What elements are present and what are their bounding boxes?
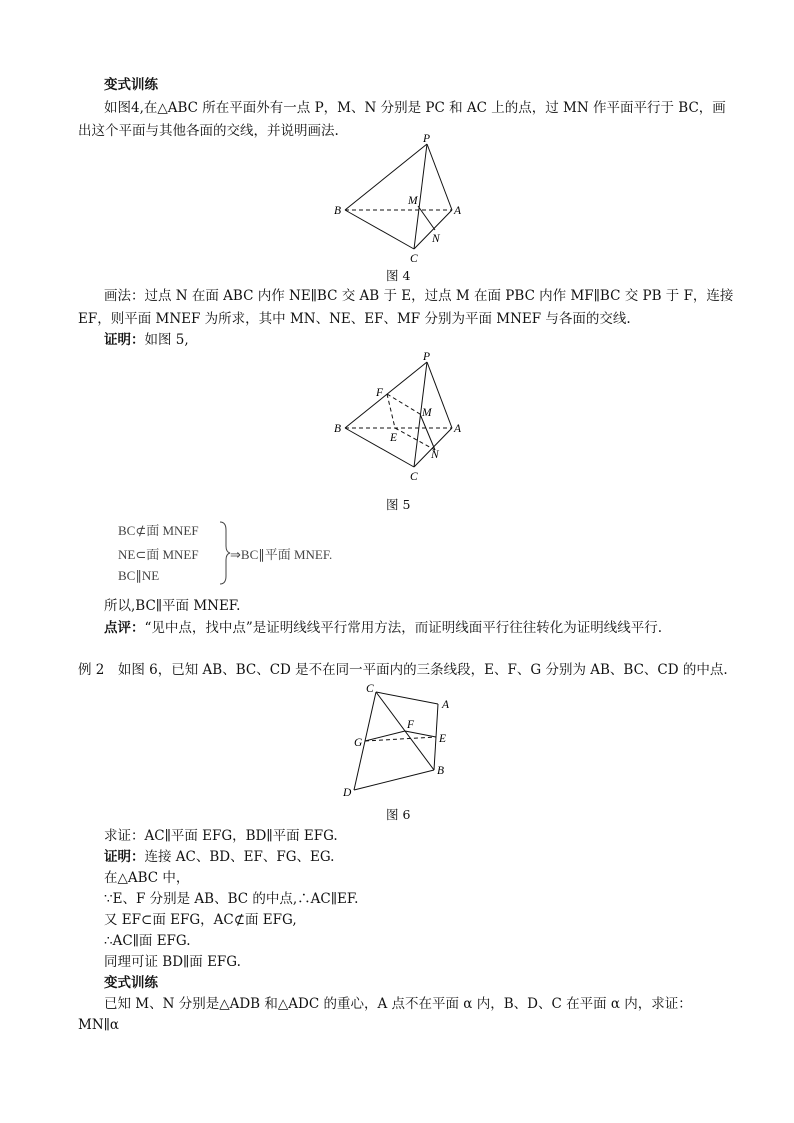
fig6-label-g: G — [354, 737, 363, 749]
fig5-label-f: F — [376, 387, 384, 399]
proof-intro-text: 如图 5, — [144, 332, 189, 348]
example-2-line: 例 2 如图 6，已知 AB、BC、CD 是不在同一平面内的三条线段，E、F、G 分别为 AB、BC、CD 的中点. — [78, 662, 728, 678]
comment-line — [104, 619, 662, 637]
proof-2-line-1 — [104, 848, 334, 866]
figure-4-caption: 图 4 — [386, 268, 411, 283]
figure-5 — [330, 350, 470, 490]
proof-brace-block — [118, 520, 378, 586]
figure-4 — [330, 132, 470, 272]
fig6-label-e: E — [439, 733, 447, 745]
proof-label: 证明： — [104, 332, 145, 348]
figure-5-caption: 图 5 — [386, 497, 411, 512]
fig5-label-e: E — [390, 432, 398, 444]
proof-intro — [104, 331, 189, 349]
proof-2-line-6: 同理可证 BD∥面 EFG. — [104, 954, 241, 970]
prove-statement: 求证：AC∥平面 EFG，BD∥平面 EFG. — [104, 828, 338, 844]
proof-2-line-3: ∵E、F 分别是 AB、BC 的中点,∴AC∥EF. — [104, 891, 359, 907]
exercise-text-line-2: MN∥α — [78, 1017, 119, 1033]
proof-conclusion: ⇒BC∥平面 MNEF. — [230, 547, 333, 562]
conclusion-line: 所以,BC∥平面 MNEF. — [104, 598, 241, 614]
method-text-line-2: EF，则平面 MNEF 为所求，其中 MN、NE、EF、MF 分别为平面 MNEF 与各面的交线. — [78, 311, 631, 327]
fig4-label-n: N — [432, 233, 440, 245]
comment-label: 点评： — [104, 620, 145, 636]
figure-6 — [338, 682, 468, 802]
proof-2-line-5: ∴AC∥面 EFG. — [104, 933, 191, 949]
proof-condition-2: NE⊂面 MNEF — [118, 547, 199, 562]
fig5-label-a: A — [454, 423, 462, 435]
proof-2-line-4: 又 EF⊂面 EFG，AC⊄面 EFG, — [104, 912, 297, 928]
fig4-label-m: M — [408, 195, 418, 207]
exercise-text-line-1: 已知 M、N 分别是△ADB 和△ADC 的重心，A 点不在平面 α 内，B、D、C 在平面 α 内，求证： — [104, 996, 692, 1012]
fig4-label-c: C — [410, 253, 418, 265]
proof-2-label: 证明： — [104, 849, 145, 865]
fig5-label-p: P — [423, 351, 431, 363]
fig4-label-p: P — [423, 133, 431, 145]
fig5-label-m: M — [422, 407, 432, 419]
fig6-label-a: A — [442, 699, 450, 711]
comment-text: “见中点，找中点”是证明线线平行常用方法，而证明线面平行往往转化为证明线线平行. — [144, 620, 663, 636]
proof-condition-1: BC⊄面 MNEF — [118, 523, 199, 538]
heading-variant-training-2: 变式训练 — [104, 975, 158, 991]
heading-variant-training-1: 变式训练 — [104, 77, 158, 93]
fig5-label-c: C — [410, 471, 418, 483]
fig4-label-a: A — [454, 205, 462, 217]
method-text-line-1: 画法：过点 N 在面 ABC 内作 NE∥BC 交 AB 于 E，过点 M 在面 PBC 内作 MF∥BC 交 PB 于 F，连接 — [104, 288, 734, 304]
proof-2-text: 连接 AC、BD、EF、FG、EG. — [144, 849, 335, 865]
proof-condition-3: BC∥NE — [118, 568, 160, 583]
fig5-label-b: B — [334, 423, 342, 435]
proof-2-line-2: 在△ABC 中， — [104, 870, 190, 886]
fig6-label-b: B — [437, 765, 445, 777]
fig6-label-c: C — [366, 683, 374, 695]
fig6-label-f: F — [407, 719, 415, 731]
problem-text-line-1: 如图4,在△ABC 所在平面外有一点 P，M、N 分别是 PC 和 AC 上的点，过 MN 作平面平行于 BC，画 — [104, 100, 726, 116]
fig6-label-d: D — [343, 787, 352, 799]
problem-text-line-2: 出这个平面与其他各面的交线，并说明画法. — [78, 123, 339, 139]
fig4-label-b: B — [334, 205, 342, 217]
figure-6-caption: 图 6 — [386, 807, 411, 822]
fig5-label-n: N — [431, 449, 439, 461]
